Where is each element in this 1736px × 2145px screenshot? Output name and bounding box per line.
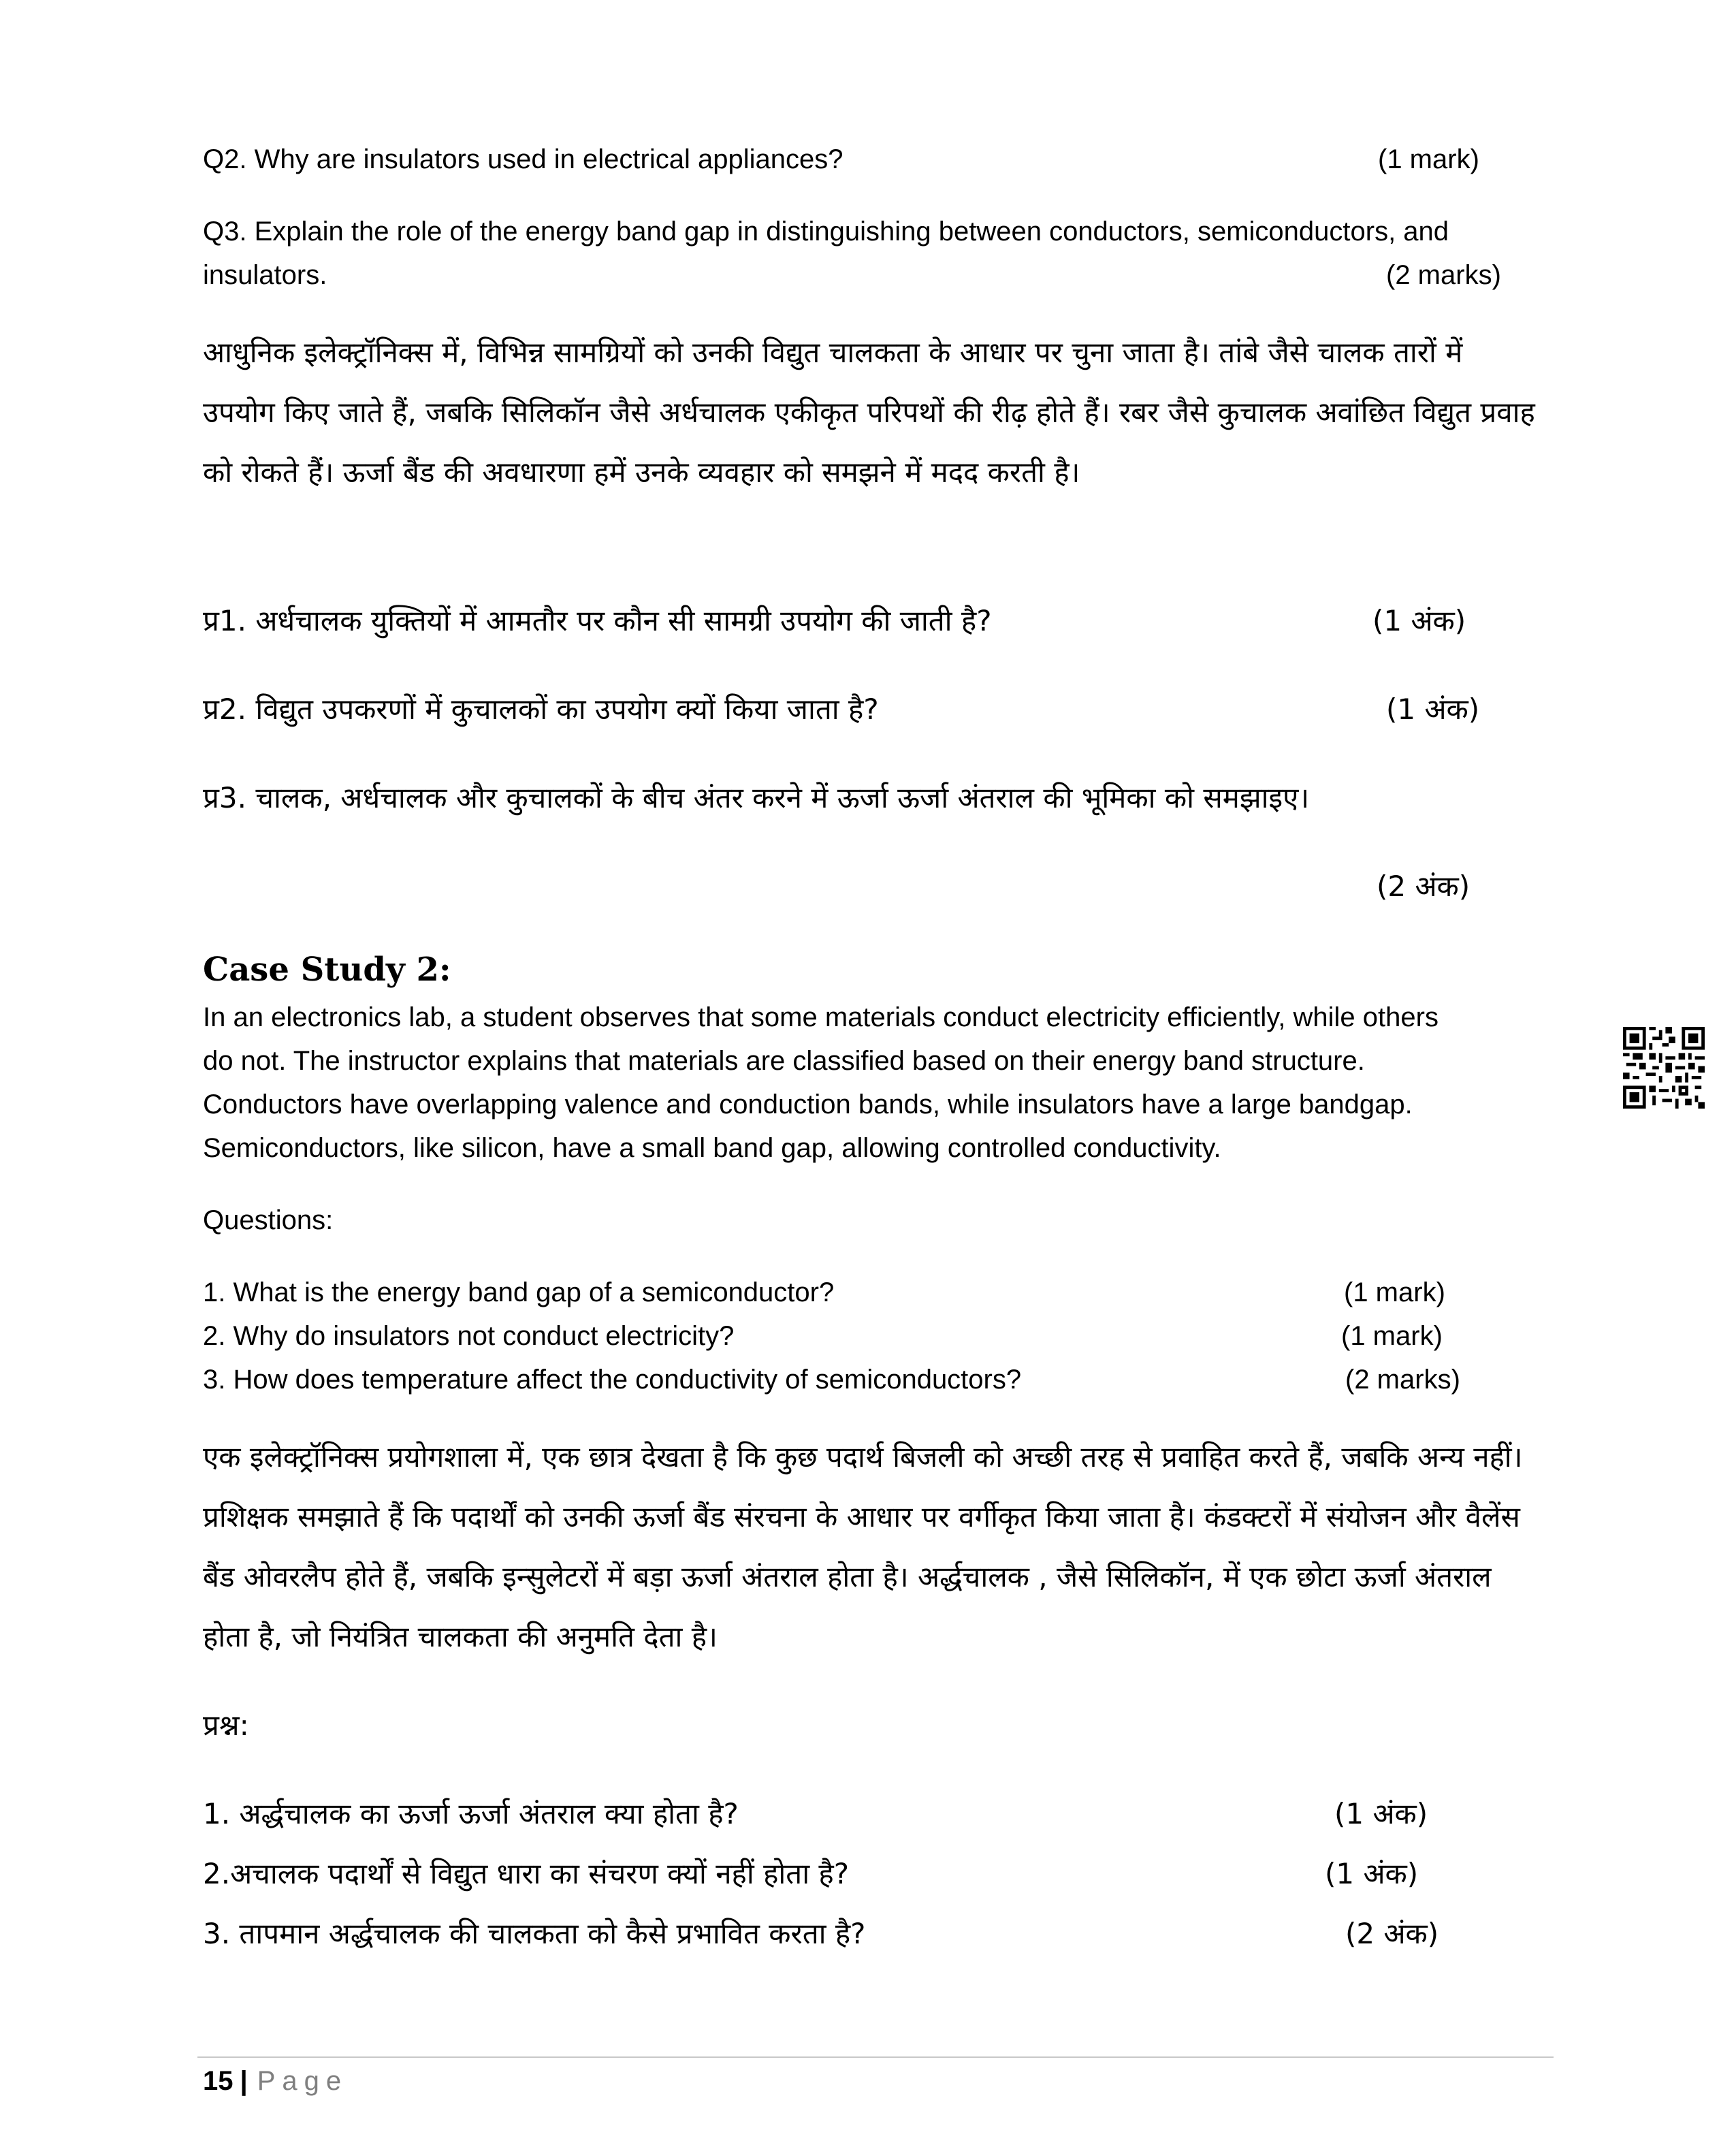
case-paragraph-line-1: In an electronics lab, a student observes that some materials conduct electricity efficiently, while others — [203, 1002, 1438, 1032]
case-question-1: 1. What is the energy band gap of a semiconductor? — [203, 1277, 835, 1307]
page-number: 15 — [203, 2066, 234, 2096]
qr-code-icon — [1623, 1027, 1705, 1109]
english-q2-mark: (1 mark) — [1378, 144, 1479, 174]
english-q3-line2: insulators. — [203, 260, 327, 290]
hindi-case-question-1: 1. अर्द्धचालक का ऊर्जा ऊर्जा अंतराल क्या होता है? — [203, 1797, 739, 1830]
hindi-paragraph-2: एक इलेक्ट्रॉनिक्स प्रयोगशाला में, एक छात्र देखता है कि कुछ पदार्थ बिजली को अच्छी तरह से प्रवाहित करते हैं, जबकि अन्य नहीं। प्रशिक्षक समझाते हैं कि पदार्थों को उनकी ऊर्जा बैंड संरचना के आधार पर वर्गीकृत किया जाता है। कंडक्टरों में संयोजन और वैलेंस बैंड ओवरलैप होते हैं, जबकि इन्सुलेटरों में बड़ा ऊर्जा अंतराल होता है। अर्द्धचालक , जैसे सिलिकॉन, में एक छोटा ऊर्जा अंतराल होता है, जो नियंत्रित चालकता की अनुमति देता है। — [203, 1440, 1523, 1653]
hindi-case-question-3-mark: (2 अंक) — [1345, 1917, 1439, 1950]
questions-label: Questions: — [203, 1205, 334, 1235]
case-paragraph-line-2: do not. The instructor explains that materials are classified based on their energy band structure. — [203, 1046, 1365, 1076]
hindi-q1: प्र1. अर्धचालक युक्तियों में आमतौर पर कौन सी सामग्री उपयोग की जाती है? — [203, 604, 992, 637]
case-paragraph-line-3: Conductors have overlapping valence and conduction bands, while insulators have a large bandgap. — [203, 1090, 1413, 1119]
page-label: Page — [257, 2066, 349, 2096]
hindi-q2: प्र2. विद्युत उपकरणों में कुचालकों का उपयोग क्यों किया जाता है? — [203, 693, 879, 726]
case-study-heading: Case Study 2: — [203, 951, 451, 989]
footer-separator: | — [240, 2066, 248, 2096]
english-q3-mark: (2 marks) — [1386, 260, 1501, 290]
hindi-case-question-3: 3. तापमान अर्द्धचालक की चालकता को कैसे प्रभावित करता है? — [203, 1917, 866, 1950]
english-q2: Q2. Why are insulators used in electrical appliances? — [203, 144, 843, 174]
hindi-q1-mark: (1 अंक) — [1372, 604, 1466, 637]
page-footer — [203, 2061, 348, 2101]
hindi-questions-label: प्रश्न: — [203, 1709, 249, 1742]
hindi-case-question-2-mark: (1 अंक) — [1325, 1857, 1419, 1890]
case-question-3-mark: (2 marks) — [1345, 1365, 1460, 1395]
case-question-3: 3. How does temperature affect the conductivity of semiconductors? — [203, 1365, 1022, 1395]
hindi-case-question-2: 2.अचालक पदार्थों से विद्युत धारा का संचरण क्यों नहीं होता है? — [203, 1857, 850, 1890]
footer-divider — [197, 2056, 1554, 2058]
english-q3-line1: Q3. Explain the role of the energy band gap in distinguishing between conductors, semiconductors, and — [203, 217, 1449, 247]
hindi-paragraph-1: आधुनिक इलेक्ट्रॉनिक्स में, विभिन्न सामग्रियों को उनकी विद्युत चालकता के आधार पर चुना जाता है। तांबे जैसे चालक तारों में उपयोग किए जाते हैं, जबकि सिलिकॉन जैसे अर्धचालक एकीकृत परिपथों की रीढ़ होते हैं। रबर जैसे कुचालक अवांछित विद्युत प्रवाह को रोकते हैं। ऊर्जा बैंड की अवधारणा हमें उनके व्यवहार को समझने में मदद करती है। — [203, 336, 1535, 489]
case-question-2-mark: (1 mark) — [1341, 1321, 1443, 1351]
hindi-q3: प्र3. चालक, अर्धचालक और कुचालकों के बीच अंतर करने में ऊर्जा ऊर्जा अंतराल की भूमिका को समझाइए। — [203, 781, 1310, 814]
hindi-q3-mark: (2 अंक) — [1377, 870, 1470, 903]
case-question-1-mark: (1 mark) — [1344, 1277, 1445, 1307]
hindi-case-question-1-mark: (1 अंक) — [1334, 1797, 1428, 1830]
case-question-2: 2. Why do insulators not conduct electricity? — [203, 1321, 735, 1351]
case-paragraph-line-4: Semiconductors, like silicon, have a small band gap, allowing controlled conductivity. — [203, 1133, 1221, 1163]
hindi-q2-mark: (1 अंक) — [1386, 693, 1480, 726]
